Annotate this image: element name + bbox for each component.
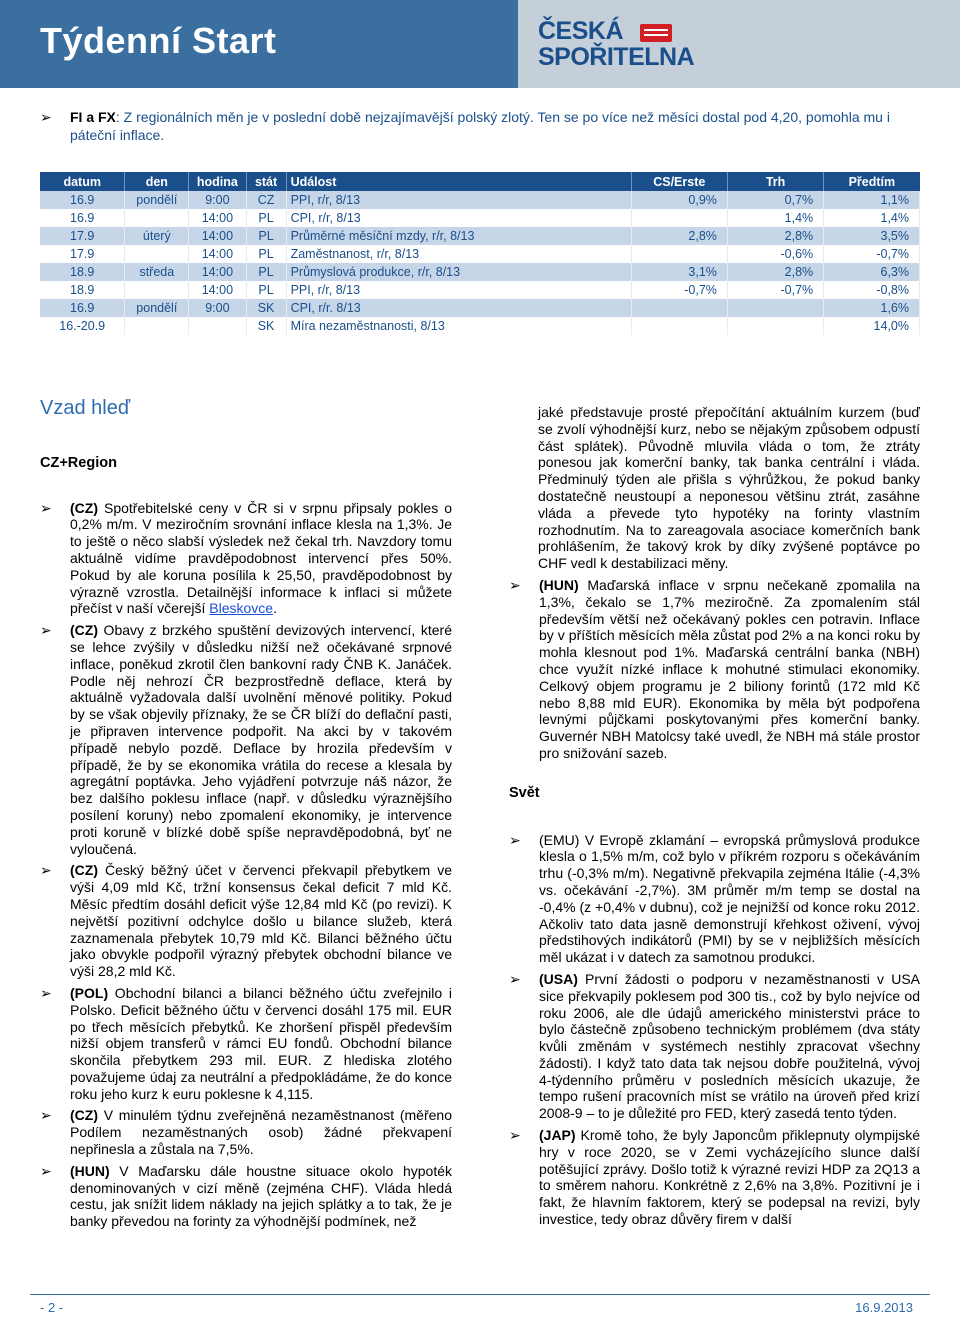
table-row	[40, 299, 920, 317]
cell-hodina: 14:00	[189, 245, 246, 263]
cell-stat: PL	[246, 281, 286, 299]
report-date: 16.9.2013	[855, 1300, 913, 1315]
news-label: (HUN)	[70, 1162, 110, 1179]
news-item	[509, 577, 920, 762]
cell-trh: 0,7%	[727, 191, 823, 209]
table-row	[40, 263, 920, 281]
bullet-arrow-icon: ➢	[40, 109, 52, 125]
news-label: (CZ)	[70, 1107, 98, 1124]
cell-trh: -0,7%	[727, 281, 823, 299]
cell-den	[125, 209, 189, 227]
cell-trh: 1,4%	[727, 209, 823, 227]
subtitle-svet: Svět	[509, 784, 540, 801]
cell-stat: CZ	[246, 191, 286, 209]
bullet-arrow-icon: ➢	[40, 1107, 52, 1124]
news-item	[509, 832, 920, 966]
cell-trh	[727, 317, 823, 335]
cell-den	[125, 317, 189, 335]
cell-predtim: 14,0%	[824, 317, 920, 335]
cell-cs-erste: -0,7%	[631, 281, 727, 299]
header-banner	[0, 0, 518, 88]
logo-mark-icon	[638, 20, 674, 44]
news-item	[509, 971, 920, 1122]
cell-hodina: 14:00	[189, 281, 246, 299]
news-text: Maďarská inflace v srpnu nečekaně zpomalila na 1,3%, čekalo se 1,7% meziročně. Za zpomalením stál především větší než očekávaný pokles cen potravin. Inflace by v příštích měsících měla zůstat pod 2% a na konci roku by mohla klesnout pod 1%. Maďarská centrální banka (NBH) chce využít nízké inflace k mohutné stimulaci ekonomiky. Celkový objem programu je 2 biliony forintů (172 mld Kč nebo 8,88 mld EUR). Ekonomika by měla být podpořena levnými půjčkami poskytovanými přes komerční banky. Guvernér NBH Matolcsy také uvedl, že NBH má stále prostor pro snižování sazeb.	[539, 576, 920, 761]
news-text: Český běžný účet v červenci překvapil přebytkem ve výši 4,09 mld Kč, tržní konsensus čekal deficit 7 mld Kč. Měsíc předtím dosáhl deficit výše 12,84 mld Kč (po revizi). K největší pozitivní odchylce došlo u bilance služeb, která zaznamenala přebytek 10,79 mld Kč. Bilanci běžného účtu jako obvykle podpořil výrazný přebytek obchodní bilance ve výši 28,2 mld Kč.	[70, 862, 452, 980]
news-text: Obchodní bilanci a bilanci běžného účtu zveřejnilo i Polsko. Deficit běžného účtu v červenci dosáhl 175 mil. EUR po třech měsících přebytků. Ke zhoršení přispěl především nižší objem transferů v rámci EU fondů. Obchodní bilance skončila přebytkem 293 mil. EUR. Z hlediska zlotého považujeme údaj za neutrální a předpokládáme, že do konce roku jeho kurz k euru poklesne k 4,115.	[70, 984, 452, 1102]
cell-cs-erste: 3,1%	[631, 263, 727, 281]
news-text: Obavy z brzkého spuštění devizových intervencí, které se lehce zvýšily v důsledku nižší než očekávané srpnové inflace, poněkud zkrotil člen bankovní rady ČNB K. Janáček. Podle něj nehrozí ČR bezprostředně deflace, která by aktuálně vyžadovala další uvolnění měnové politiky. Pokud by se však objevily příznaky, že se ČR blíží do deflační pasti, je připraven intervence podpořit. Na akci by v takovém případě nebylo pozdě. Deflace by hrozila především v případě, že by se ekonomika vrátila do recese a klesala by agregátní poptávka. Jeho vyjádření potvrzuje náš názor, že bez dalšího poklesu inflace (např. v důsledku výraznějšího posílení koruny) nebo zpomalení ekonomiky, je intervence proti koruně v blízké době spíše nepravděpodobná, byť ne vyloučená.	[70, 622, 452, 857]
cell-den	[125, 245, 189, 263]
cell-stat: PL	[246, 263, 286, 281]
cell-predtim: -0,7%	[824, 245, 920, 263]
cell-stat: SK	[246, 299, 286, 317]
cell-trh: 2,8%	[727, 263, 823, 281]
cell-predtim: 1,1%	[824, 191, 920, 209]
news-label: (HUN)	[539, 576, 579, 593]
table-row	[40, 227, 920, 245]
table-row	[40, 209, 920, 227]
calendar-table	[40, 172, 920, 335]
bullet-arrow-icon: ➢	[40, 1162, 52, 1179]
table-header-row	[40, 172, 920, 191]
cell-datum: 16.9	[40, 299, 125, 317]
ceska-sporitelna-logo	[538, 17, 695, 74]
news-item	[40, 985, 452, 1103]
col-header-stat: stát	[246, 172, 286, 191]
table-row	[40, 281, 920, 299]
bullet-arrow-icon: ➢	[40, 499, 52, 516]
news-label: (CZ)	[70, 499, 98, 516]
bullet-arrow-icon: ➢	[509, 576, 521, 593]
cell-trh: -0,6%	[727, 245, 823, 263]
cell-hodina: 14:00	[189, 227, 246, 245]
bullet-arrow-icon: ➢	[509, 1127, 521, 1144]
bullet-arrow-icon: ➢	[40, 622, 52, 639]
news-text: První žádosti o podporu v nezaměstnanosti v USA sice překvapily poklesem pod 300 tis., což by bylo nejvíce od roku 2006, ale dle údajů amerického ministerstvi práce to bylo částečně způsobeno technickým problémem (dva státy kvůli změnám v systémech nestihly zpracovat všechny žádosti). I když tato data tak nejsou dobře použitelná, vývoj 4-týdenního průměru v posledních měsících ukazuje, že tempo rušení pracovních míst se vrátilo na úroveň před krizí 2008-9 – to je důležité pro FED, který zasedá tento týden.	[539, 970, 920, 1122]
cell-cs-erste: 0,9%	[631, 191, 727, 209]
bullet-arrow-icon: ➢	[509, 831, 521, 848]
cell-cs-erste	[631, 209, 727, 227]
cell-datum: 16.9	[40, 209, 125, 227]
cell-den: úterý	[125, 227, 189, 245]
cell-udalost: Průměrné měsíční mzdy, r/r, 8/13	[286, 227, 631, 245]
cell-datum: 18.9	[40, 281, 125, 299]
cell-udalost: CPI, r/r. 8/13	[286, 299, 631, 317]
news-label: (CZ)	[70, 862, 98, 879]
logo-text-line1: ČESKÁ	[538, 17, 624, 45]
cell-den: středa	[125, 263, 189, 281]
col-header-hodina: hodina	[189, 172, 246, 191]
col-header-cs-erste: CS/Erste	[631, 172, 727, 191]
cell-trh: 2,8%	[727, 227, 823, 245]
section-title: Vzad hleď	[40, 397, 131, 419]
news-label: (USA)	[539, 970, 578, 987]
cell-udalost: PPI, r/r, 8/13	[286, 191, 631, 209]
intro-label: FI a FX	[70, 109, 116, 125]
cell-udalost: Míra nezaměstnanosti, 8/13	[286, 317, 631, 335]
cell-datum: 16.9	[40, 191, 125, 209]
news-text: (EMU) V Evropě zklamání – evropská průmyslová produkce klesla o 1,5% m/m, což bylo v příkrém rozporu s očekáváním trhu (-0,3% m/m). Negativně překvapila zejména Itálie (-4,3% vs. očekávání -2,7%). 3M průměr m/m temp se dostal na -0,4% (z +0,4% v dubnu), což je nejnižší od konce roku 2012. Ačkoliv tato data jasně demonstrují křehkost oživení, vývoj předstihových indikátorů (PMI) by se v nejbližších měsících měl ukázat i v datech za samotnou produkci.	[539, 831, 920, 966]
page-number: - 2 -	[40, 1300, 64, 1315]
cell-stat: PL	[246, 245, 286, 263]
news-text: Kromě toho, že byly Japoncům přiklepnuty olympijské hry v roce 2020, se v Zemi vycházejícího slunce další potěšující zprávy. Došlo totiž k výrazné revizi HDP za 2Q13 a to směrem nahoru. Konkrétně z 2,6% na 3,8%. Pozitivní je i fakt, že hlavním faktorem, který se podepsal na revizi, byly investice, tedy obraz důvěry firem v další	[539, 1127, 920, 1228]
cell-predtim: 1,6%	[824, 299, 920, 317]
cell-stat: SK	[246, 317, 286, 335]
col-header-trh: Trh	[727, 172, 823, 191]
logo-text-line2: SPOŘITELNA	[538, 43, 695, 71]
intro-text: : Z regionálních měn je v poslední době nejzajímavější polský zlotý. Ten se po více než měsíci dostal pod 4,20, pomohla mu i páteční inflace.	[70, 109, 890, 143]
cell-predtim: -0,8%	[824, 281, 920, 299]
intro-bullet	[40, 108, 925, 144]
cell-cs-erste: 2,8%	[631, 227, 727, 245]
cell-udalost: Průmyslová produkce, r/r, 8/13	[286, 263, 631, 281]
news-item	[40, 500, 452, 618]
cell-cs-erste	[631, 299, 727, 317]
cell-hodina: 14:00	[189, 209, 246, 227]
cell-cs-erste	[631, 245, 727, 263]
left-column	[40, 397, 452, 1235]
news-text-end: .	[273, 600, 277, 617]
news-label: (POL)	[70, 984, 109, 1001]
cell-stat: PL	[246, 227, 286, 245]
cell-hodina: 9:00	[189, 299, 246, 317]
continued-paragraph: jaké představuje prosté přepočítání aktuálním kurzem (buď se zvolí výhodnější kurz, nebo se nějakým způsobem odpustí část splátek). Původně mluvila vláda o tom, že ztráty ponesou jak komerční banky, tak banka centrální i vláda. Předminulý týden ale přišla s výhrůžkou, že pokud banky dostatečně neustoupí a neponesou většinu ztrát, zasáhne vláda a převede tyto hypotéky na forinty vlastním rozhodnutím. Na to zareagovala asociace komerčních bank prohlášením, že takový krok by díky zvýšené poptávce po CHF vedl k destabilizaci měny.	[538, 404, 920, 572]
cell-cs-erste	[631, 317, 727, 335]
bullet-arrow-icon: ➢	[40, 862, 52, 879]
news-item	[40, 622, 452, 857]
cell-hodina	[189, 317, 246, 335]
cell-datum: 16.-20.9	[40, 317, 125, 335]
footer-divider	[30, 1294, 930, 1295]
bleskovka-link[interactable]: Bleskovce	[209, 600, 274, 617]
news-label: (CZ)	[70, 622, 98, 639]
cell-den: pondělí	[125, 191, 189, 209]
col-header-den: den	[125, 172, 189, 191]
page-header	[0, 0, 960, 88]
bullet-arrow-icon: ➢	[40, 984, 52, 1001]
news-item	[40, 1163, 452, 1230]
table-row	[40, 191, 920, 209]
cell-udalost: PPI, r/r, 8/13	[286, 281, 631, 299]
cell-hodina: 9:00	[189, 191, 246, 209]
cell-datum: 17.9	[40, 227, 125, 245]
table-row	[40, 245, 920, 263]
col-header-predtim: Předtím	[824, 172, 920, 191]
page-title: Týdenní Start	[40, 20, 277, 61]
cell-predtim: 3,5%	[824, 227, 920, 245]
cell-hodina: 14:00	[189, 263, 246, 281]
cell-trh	[727, 299, 823, 317]
cell-den: pondělí	[125, 299, 189, 317]
news-item	[40, 862, 452, 980]
news-text: Spotřebitelské ceny v ČR si v srpnu připsaly pokles o 0,2% m/m. V meziročním srovnání inflace klesla na 1,3%. Je to ještě o něco slabší výsledek než čekal trh. Navzdory tomu aktuálně vidíme pravděpodobnost intervencí přes 50%. Pokud by ale koruna posílila k 25,50, pravděpodobnost by výrazně vzrostla. Detailnější informace k inflaci si můžete přečíst v naší včerejší	[70, 499, 452, 617]
col-header-udalost: Událost	[286, 172, 631, 191]
news-item	[509, 1127, 920, 1228]
cell-udalost: Zaměstnanost, r/r, 8/13	[286, 245, 631, 263]
cell-predtim: 6,3%	[824, 263, 920, 281]
news-text: V minulém týdnu zveřejněná nezaměstnanost (měřeno Podílem nezaměstnaných osob) žádné překvapení nepřinesla a zůstala na 7,5%.	[70, 1107, 452, 1158]
cell-den	[125, 281, 189, 299]
bullet-arrow-icon: ➢	[509, 970, 521, 987]
news-label: (JAP)	[539, 1127, 576, 1144]
col-header-datum: datum	[40, 172, 125, 191]
cell-udalost: CPI, r/r, 8/13	[286, 209, 631, 227]
table-row	[40, 317, 920, 335]
news-item	[40, 1107, 452, 1157]
cell-predtim: 1,4%	[824, 209, 920, 227]
subtitle-cz-region: CZ+Region	[40, 454, 117, 471]
cell-stat: PL	[246, 209, 286, 227]
cell-datum: 18.9	[40, 263, 125, 281]
right-column	[509, 404, 920, 1233]
news-text: V Maďarsku dále houstne situace okolo hypoték denominovaných v cizí měně (zejména CHF). Vláda hledá cestu, jak snížit lidem náklady na jejich splátky a to tak, že je banky převedou na forinty za výhodnější podmínek, než	[70, 1162, 452, 1230]
cell-datum: 17.9	[40, 245, 125, 263]
